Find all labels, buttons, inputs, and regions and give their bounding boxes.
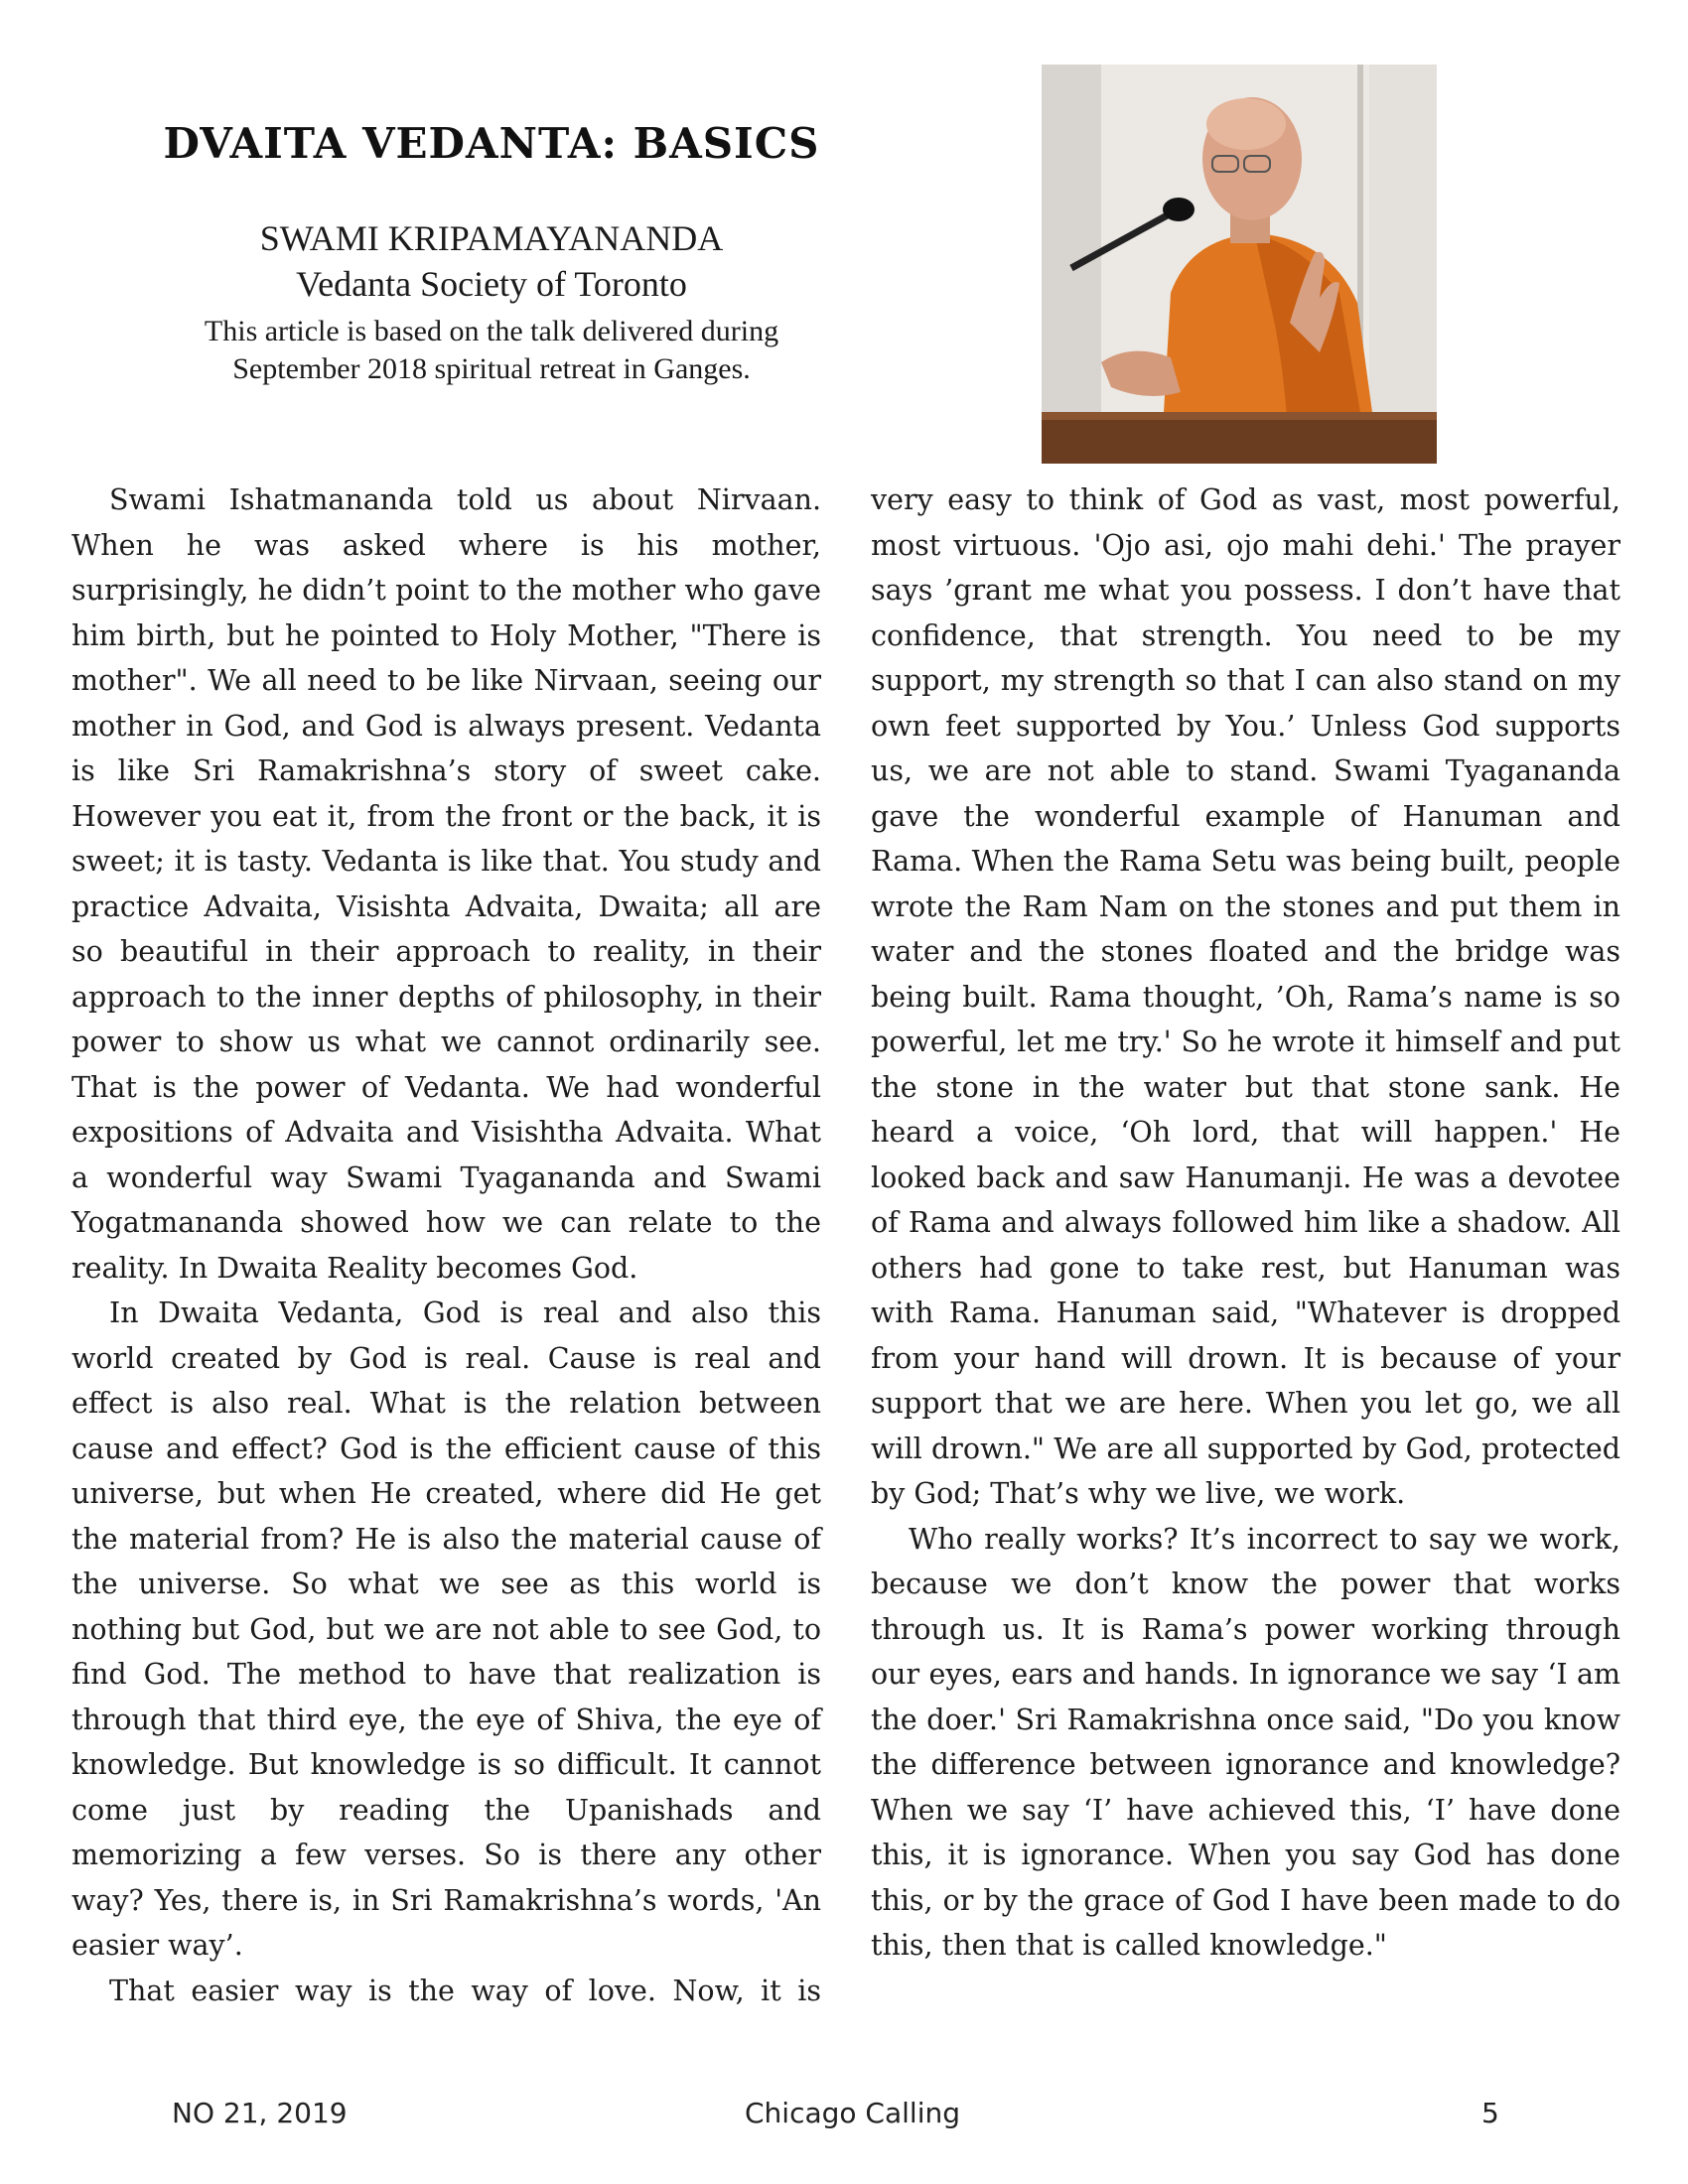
footer-page-number: 5 <box>1481 2097 1499 2129</box>
footer-publication: Chicago Calling <box>745 2097 960 2129</box>
article-title: DVAITA VEDANTA: BASICS <box>163 119 820 168</box>
paragraph: Swami Ishatmananda told us about Nirvaan. When he was asked where is his mother, surprisingly, he didn’t point to the mother who gave him birth, but he pointed to Holy Mother, "There is mother". We all need to be like Nirvaan, seeing our mother in God, and God is always present. Vedanta is like Sri Ramakrishna’s story of sweet cake. However you eat it, from the front or the back, it is sweet; it is tasty. Vedanta is like that. You study and practice Advaita, Visishta Advaita, Dwaita; all are so beautiful in their approach to reality, in their approach to the inner depths of philosophy, in their power to show us what we cannot ordinarily see. That is the power of Vedanta. We had wonderful expositions of Advaita and Visishtha Advaita. What a wonderful way Swami Tyagananda and Swami Yogatmananda showed how we can relate to the reality. In Dwaita Reality becomes God. <box>71 483 821 1285</box>
article-note-line-1: This article is based on the talk delivered during <box>204 315 779 347</box>
speaker-photo-illustration <box>1042 65 1437 464</box>
article-header <box>99 109 884 388</box>
article-column-left <box>71 478 821 2013</box>
footer-issue: NO 21, 2019 <box>172 2097 348 2129</box>
paragraph: That easier way is the way of love. Now, it is <box>109 1974 821 2007</box>
author-name: SWAMI KRIPAMAYANANDA <box>259 218 724 258</box>
paragraph: In Dwaita Vedanta, God is real and also this world created by God is real. Cause is real and effect is also real. What is the relation between cause and effect? God is the efficient cause of this universe, but when He created, where did He get the material from? He is also the material cause of the universe. So what we see as this world is nothing but God, but we are not able to see God, to find God. The method to have that realization is through that third eye, the eye of Shiva, the eye of knowledge. But knowledge is so difficult. It cannot come just by reading the Upanishads and memorizing a few verses. So is there any other way? Yes, there is, in Sri Ramakrishna’s words, 'An easier way’. <box>71 1297 821 1962</box>
article-column-right <box>871 478 1620 1969</box>
paragraph: Who really works? It’s incorrect to say we work, because we don’t know the power that works through us. It is Rama’s power working through our eyes, ears and hands. In ignorance we say ‘I am the doer.' Sri Ramakrishna once said, "Do you know the difference between ignorance and knowledge? When we say ‘I’ have achieved this, ‘I’ have done this, it is ignorance. When you say God has done this, or by the grace of God I have been made to do this, then that is called knowledge." <box>871 1522 1620 1962</box>
speaker-photo <box>1042 65 1437 464</box>
article-note-line-2: September 2018 spiritual retreat in Ganges. <box>232 352 751 385</box>
author-organization: Vedanta Society of Toronto <box>296 264 687 304</box>
page-footer <box>0 2097 1688 2136</box>
paragraph: very easy to think of God as vast, most powerful, most virtuous. 'Ojo asi, ojo mahi dehi.' The prayer says ’grant me what you possess. I don’t have that confidence, that strength. You need to be my support, my strength so that I can also stand on my own feet supported by You.’ Unless God supports us, we are not able to stand. Swami Tyagananda gave the wonderful example of Hanuman and Rama. When the Rama Setu was being built, people wrote the Ram Nam on the stones and put them in water and the stones floated and the bridge was being built. Rama thought, ’Oh, Rama’s name is so powerful, let me try.' So he wrote it himself and put the stone in the water but that stone sank. He heard a voice, ‘Oh lord, that will happen.' He looked back and saw Hanumanji. He was a devotee of Rama and always followed him like a shadow. All others had gone to take rest, but Hanuman was with Rama. Hanuman said, "Whatever is dropped from your hand will drown. It is because of your support that we are here. When you let go, we all will drown." We are all supported by God, protected by God; That’s why we live, we work. <box>871 483 1620 1510</box>
